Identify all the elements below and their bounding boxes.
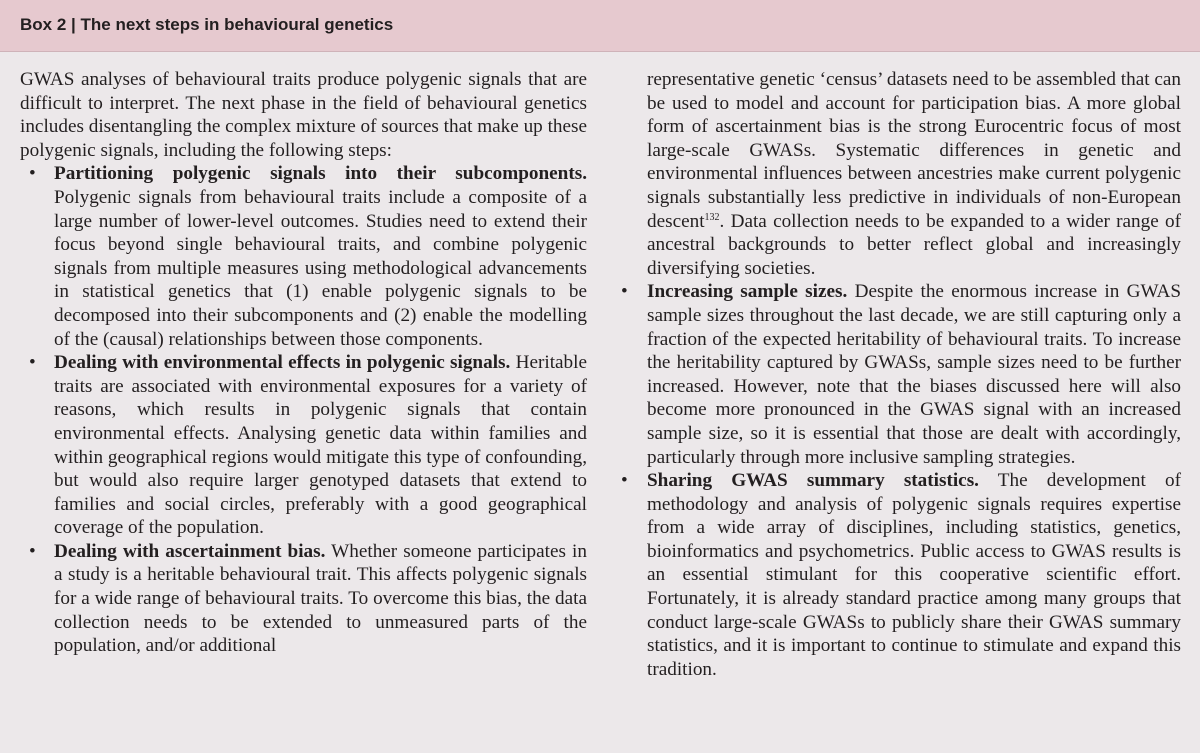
step-heading: Dealing with environmental effects in polygenic signals.	[54, 352, 511, 374]
step-heading: Increasing sample sizes.	[647, 281, 848, 303]
step-text: Heritable traits are associated with environmental exposures for a variety of reasons, which results in polygenic signals that contain environmental effects. Analysing genetic data within families and within geographical regions would mitigate this type of confounding, but would also require larger genotyped datasets that extend to families and social circles, preferably with a good geographical coverage of the population.	[54, 352, 587, 539]
bullet-icon: •	[621, 470, 628, 492]
box-label: Box 2	[20, 15, 67, 34]
step-heading: Partitioning polygenic signals into their subcomponents.	[54, 163, 587, 185]
steps-list-right	[612, 280, 1181, 681]
box-header	[0, 0, 1200, 52]
step-text: Whether someone participates in a study is a heritable behavioural trait. This affects polygenic signals for a wide range of behavioural traits. To overcome this bias, the data collection needs to be extended to unmeasured parts of the population, and/or additional	[54, 540, 587, 657]
bullet-icon: •	[29, 163, 36, 185]
step-text: Polygenic signals from behavioural traits include a composite of a large number of lower-level outcomes. Studies need to extend their focus beyond single behavioural traits, and combine polygenic signals from multiple measures using methodological advancements in statistical genetics that (1) enable polygenic signals to be decomposed into their subcomponents and (2) enable the modelling of the (causal) relationships between those components.	[54, 186, 587, 350]
step-heading: Dealing with ascertainment bias.	[54, 540, 326, 562]
bullet-icon: •	[29, 540, 36, 562]
step-item	[612, 280, 1181, 469]
right-column	[612, 68, 1181, 681]
continuation-paragraph	[612, 68, 1181, 280]
step-item	[612, 469, 1181, 681]
step-item	[20, 162, 587, 351]
step-heading: Sharing GWAS summary statistics.	[647, 470, 979, 492]
box-title	[20, 15, 393, 35]
intro-paragraph: GWAS analyses of behavioural traits produce polygenic signals that are difficult to interpret. The next phase in the field of behavioural genetics includes disentangling the complex mixture of sources that make up these polygenic signals, including the following steps:	[20, 69, 587, 161]
box-title-separator: |	[66, 15, 81, 34]
reference-superscript: 132	[704, 211, 720, 223]
step-text: The development of methodology and analysis of polygenic signals requires expertise from a wide array of disciplines, including statistics, genetics, bioinformatics and psychometrics. Public access to GWAS results is an essential stimulant for this cooperative scientific effort. Fortunately, it is already standard practice among many groups that conduct large-scale GWASs to publicly share their GWAS summary statistics, and it is important to continue to stimulate and expand this tradition.	[647, 470, 1181, 680]
left-column	[20, 68, 587, 658]
box-title-text: The next steps in behavioural genetics	[80, 15, 394, 34]
steps-list	[20, 162, 587, 657]
step-item	[20, 351, 587, 540]
step-item	[20, 540, 587, 658]
bullet-icon: •	[621, 281, 628, 303]
continuation-text: representative genetic ‘census’ datasets need to be assembled that can be used to model and account for participation bias. A more global form of ascertainment bias is the strong Eurocentric focus of most large-scale GWASs. Systematic differences in genetic and environmental influences between ancestries make current polygenic signals substantially less predictive in individuals of non-European descent	[647, 69, 1181, 232]
continuation-text-end: . Data collection needs to be expanded to a wider range of ancestral backgrounds to better reflect global and increasingly diversifying societies.	[647, 210, 1181, 279]
step-text: Despite the enormous increase in GWAS sample sizes throughout the last decade, we are still capturing only a fraction of the expected heritability of behavioural traits. To increase the heritability captured by GWASs, sample sizes need to be further increased. However, note that the biases discussed here will also become more pronounced in the GWAS signal with an increased sample size, so it is essential that those are dealt with accordingly, particularly through more inclusive sampling strategies.	[647, 281, 1181, 468]
bullet-icon: •	[29, 352, 36, 374]
